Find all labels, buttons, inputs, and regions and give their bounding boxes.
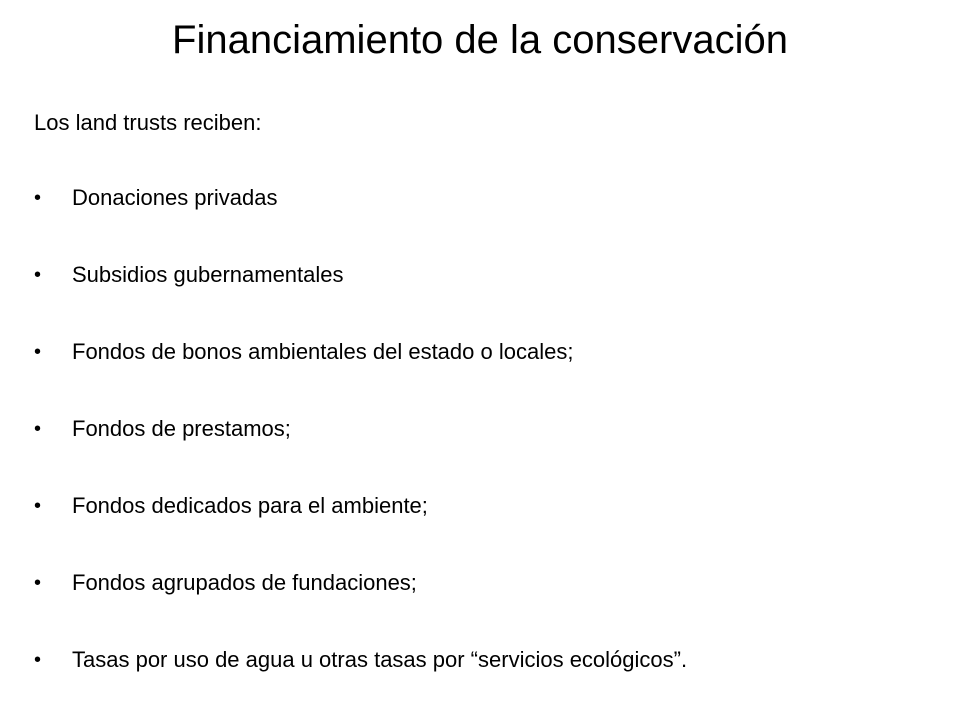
bullet-icon: •: [34, 187, 42, 209]
bullet-icon: •: [34, 649, 42, 671]
bullet-icon: •: [34, 572, 42, 594]
bullet-icon: •: [34, 418, 42, 440]
list-item-text: Tasas por uso de agua u otras tasas por “servicios ecológicos”.: [72, 647, 688, 672]
list-item-text: Fondos de prestamos;: [72, 416, 291, 441]
bullet-icon: •: [34, 495, 42, 517]
bullet-icon: •: [34, 264, 42, 286]
intro-text: Los land trusts reciben:: [34, 110, 262, 135]
list-item-text: Fondos dedicados para el ambiente;: [72, 493, 428, 518]
slide-title: Financiamiento de la conservación: [172, 18, 788, 62]
list-item-text: Subsidios gubernamentales: [72, 262, 344, 287]
bullet-icon: •: [34, 341, 42, 363]
list-item-text: Donaciones privadas: [72, 185, 278, 210]
list-item-text: Fondos agrupados de fundaciones;: [72, 570, 417, 595]
list-item-text: Fondos de bonos ambientales del estado o locales;: [72, 339, 574, 364]
